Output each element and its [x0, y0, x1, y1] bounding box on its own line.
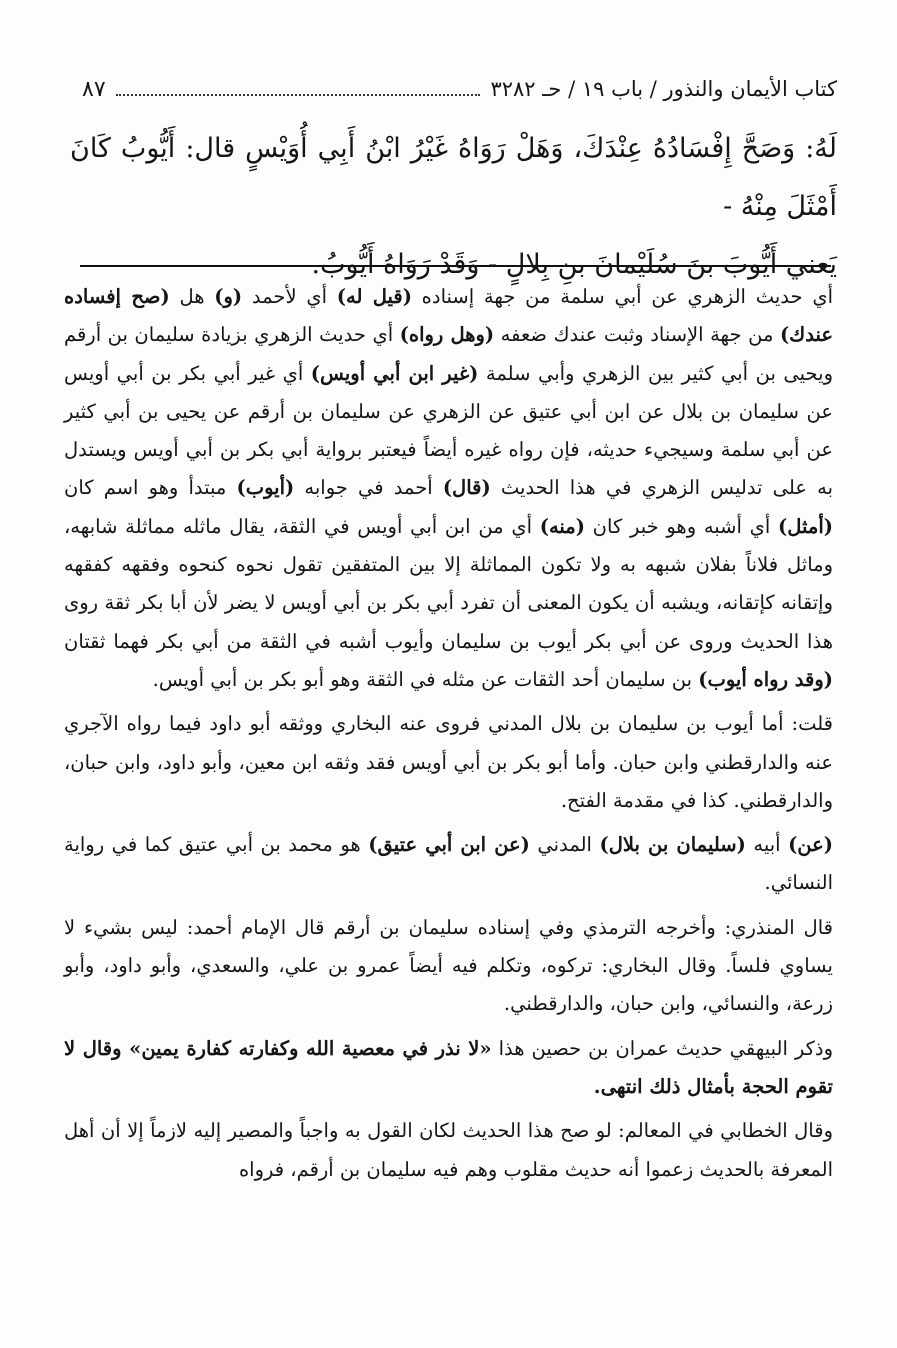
running-title: كتاب الأيمان والنذور / باب ١٩ / حـ ٣٢٨٢: [490, 77, 837, 101]
quoted-phrase: (أيوب): [236, 476, 295, 500]
commentary-paragraph: [64, 278, 833, 699]
main-text-line: لَهُ: وَصَحَّ إِفْسَادُهُ عِنْدَكَ، وَهَلْ رَوَاهُ غَيْرُ ابْنُ أَبِي أُوَيْسٍ قال: أَيُّوبُ كَانَ أَمْثَلَ مِنْهُ -: [70, 133, 837, 222]
commentary-text: أي غير أبي بكر بن أبي أويس عن سليمان بن بلال عن ابن أبي عتيق عن الزهري عن سليمان بن أرقم عن يحيى بن أبي كثير عن أبي سلمة وسيجيء حديثه، فإن رواه غيره أيضاً فيعتبر برواية أبي بكر بن أبي أويس ويستدل به على تدليس الزهري في هذا الحديث: [64, 361, 834, 500]
commentary-text: أي لأحمد: [242, 285, 337, 308]
commentary-text: أبيه: [745, 833, 789, 857]
commentary-paragraph: قلت: أما أيوب بن سليمان بن بلال المدني فروى عنه البخاري ووثقه أبو داود فيما رواه الآجري عنه والدارقطني وابن حبان. وأما أبو بكر بن أبي أويس فقد وثقه ابن معين، وأبو داود، وابن حبان، والدارقطني. كذا في مقدمة الفتح.: [64, 712, 833, 812]
main-text-line: يَعني أَيُّوبَ بنَ سُلَيْمانَ بنِ بِلالٍ - وَقَدْ رَوَاهُ أَيُّوبُ.: [311, 249, 837, 280]
quoted-hadith: «لا نذر في معصية الله وكفارته كفارة يمين»: [129, 1036, 492, 1060]
quoted-phrase: (أمثل): [778, 514, 834, 538]
commentary-paragraph: وقال الخطابي في المعالم: لو صح هذا الحديث لكان القول به واجباً والمصير إليه لازماً إلا أن أهل المعرفة بالحديث زعموا أنه حديث مقلوب وهم فيه سليمان بن أرقم، فرواه: [64, 1119, 833, 1181]
commentary-text: أي أشبه وهو خبر كان: [584, 514, 779, 538]
quoted-phrase: (و): [214, 285, 243, 308]
commentary-text: المدني: [529, 833, 600, 857]
commentary-text: من جهة الإسناد وثبت عندك ضعفه: [494, 323, 780, 347]
commentary-text: أي حديث الزهري بزيادة سليمان بن أرقم ويحيى بن أبي كثير بين الزهري وأبي سلمة: [64, 323, 833, 385]
quoted-phrase: (وقد رواه أيوب): [698, 667, 833, 691]
commentary-text: وذكر البيهقي حديث عمران بن حصين هذا: [491, 1036, 834, 1060]
text-divider: [80, 265, 831, 267]
quoted-phrase: (عن ابن أبي عتيق): [368, 833, 530, 857]
running-header: [82, 72, 837, 106]
commentary: [64, 278, 833, 1195]
commentary-text: هو محمد بن أبي عتيق كما في رواية النسائي.: [64, 833, 833, 895]
quoted-phrase: (غير ابن أبي أويس): [310, 361, 479, 385]
quoted-phrase: (عن): [788, 833, 833, 857]
commentary-paragraph: [64, 826, 833, 903]
main-text: [70, 120, 837, 294]
commentary-paragraph: قال المنذري: وأخرجه الترمذي وفي إسناده سليمان بن أرقم قال الإمام أحمد: ليس بشيء لا يساوي فلساً. وقال البخاري: تركوه، وتكلم فيه أيضاً عمرو بن علي، والسعدي، وأبو داود، وأبو زرعة، والنسائي، وابن حبان، والدارقطني.: [64, 915, 833, 1016]
quoted-phrase: وقال لا تقوم الحجة بأمثال ذلك انتهى.: [64, 1036, 833, 1098]
quoted-phrase: (سليمان بن بلال): [599, 833, 746, 857]
quoted-phrase: (منه): [539, 514, 585, 538]
commentary-text: أي حديث الزهري عن أبي سلمة من جهة إسناده: [411, 285, 834, 308]
quoted-phrase: (صح إفساده عندك): [64, 285, 833, 347]
commentary-text: بن سليمان أحد الثقات عن مثله في الثقة وهو أبو بكر بن أبي أويس.: [152, 667, 699, 691]
quoted-phrase: (قال): [442, 476, 491, 500]
commentary-text: هل: [169, 285, 215, 308]
commentary-text: أحمد في جوابه: [294, 476, 443, 500]
quoted-phrase: (قيل له): [336, 285, 412, 308]
quoted-phrase: (وهل رواه): [399, 323, 495, 347]
commentary-text: أي من ابن أبي أويس في الثقة، يقال ماثله مماثلة شابهه، وماثل فلاناً بفلان شبهه به ولا تكون المماثلة إلا بين المتفقين تقول نحوه كنحوه وفقهه كفقهه وإتقانه كإتقانه، ويشبه أن يكون المعنى أن تفرد أبي بكر بن أبي أويس لا يضر لأن أبا بكر ثقة روى هذا الحديث وروى عن أبي بكر أيوب بن سليمان وأيوب أشبه في الثقة من أبي بكر فهما ثقتان: [64, 514, 833, 653]
header-dot-leader: [116, 94, 481, 96]
page-number: ٨٧: [82, 76, 106, 102]
commentary-paragraph: [64, 1030, 833, 1107]
commentary-text: مبتدأ وهو اسم كان: [64, 476, 237, 500]
